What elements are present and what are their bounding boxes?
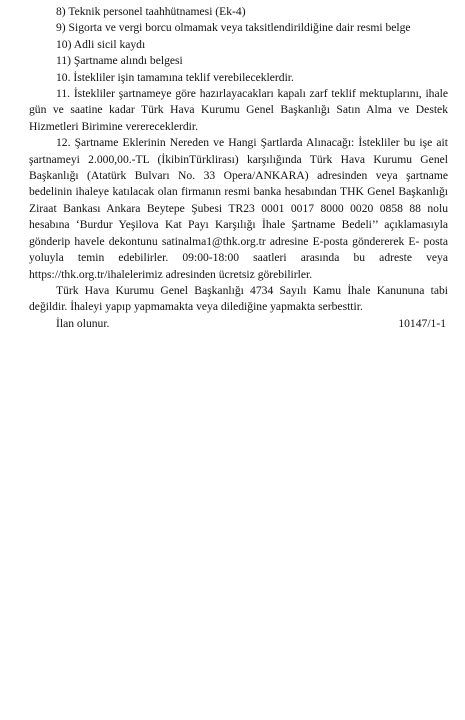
list-item-specification-receipt: 11) Şartname alındı belgesi	[56, 54, 183, 68]
list-item-tax-insurance: 9) Sigorta ve vergi borcu olmamak veya taksitlendirildiğine dair resmi belge	[56, 21, 411, 35]
paragraph-bid-submission: 11. İstekliler şartnameye göre hazırlayacakları kapalı zarf teklif mektuplarını, ihale gün ve saatine kadar Türk Hava Kurumu Genel Başkanlığı Satın Alma ve Destek Hizmetleri Birimine verereceklerdir.	[29, 87, 448, 133]
footer-line	[29, 316, 448, 332]
list-item-full-bid: 10. İstekliler işin tamamına teklif verebileceklerdir.	[56, 70, 294, 84]
announcement-text: İlan olunur.	[56, 316, 110, 330]
list-item-technical-personnel: 8) Teknik personel taahhütnamesi (Ek-4)	[56, 5, 246, 18]
paragraph-legal-note: Türk Hava Kurumu Genel Başkanlığı 4734 Sayılı Kamu İhale Kanununa tabi değildir. İhaleyi yapıp yapmamakta veya dilediğine yapmakta serbesttir.	[29, 283, 448, 314]
paragraph-specification-purchase: 12. Şartname Eklerinin Nereden ve Hangi Şartlarda Alınacağı: İstekliler bu işe ait şartnameyi 2.000,00.-TL (İkibinTürklirası) karşılığında Türk Hava Kurumu Genel Başkanlığı (Atatürk Bulvarı No. 33 Opera/ANKARA) adresinden veya şartname bedelinin ihaleye katılacak olan firmanın resmi banka hesabından THK Genel Başkanlığı Ziraat Bankası Ankara Beytepe Şubesi TR23 0001 0017 8000 0020 0858 88 nolu hesabına ‘Burdur Yeşilova Kat Payı Karşılığı İhale Şartname Bedeli’’ açıklamasıyla gönderip havele dekontunu satinalma1@thk.org.tr adresine E-posta göndererek E- posta yoluyla temin edebilirler. 09:00-18:00 saatleri arasında bu adreste veya https://thk.org.tr/ihalelerimiz adresinden ücretsiz görebilirler.	[29, 136, 448, 281]
announcement-document	[29, 4, 448, 332]
reference-number: 10147/1-1	[398, 316, 446, 330]
list-item-criminal-record: 10) Adli sicil kaydı	[56, 37, 146, 51]
